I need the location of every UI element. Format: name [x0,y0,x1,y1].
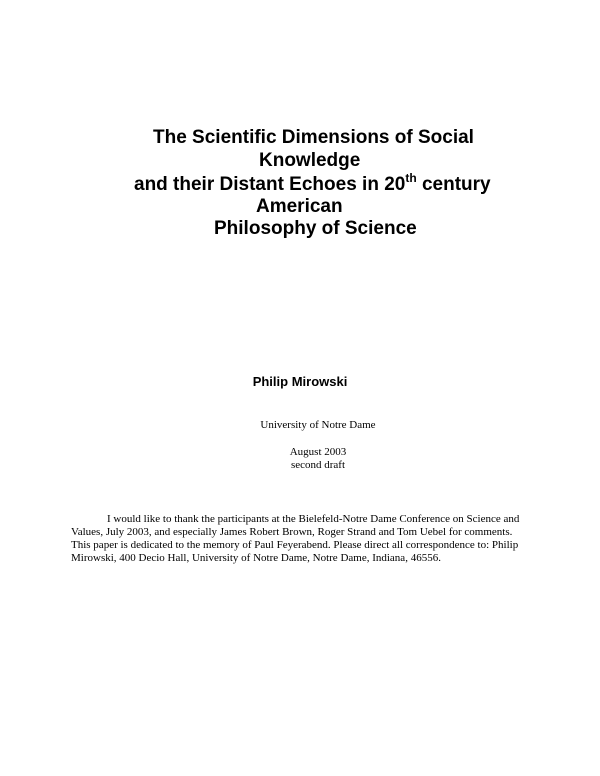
title-superscript: th [405,171,417,185]
affiliation: University of Notre Dame [260,419,376,431]
title-line-4: American [256,196,343,217]
title-line-3 [134,171,491,196]
title-line-3-end: century [416,174,491,195]
acknowledgement-paragraph: I would like to thank the participants at the Bielefeld-Notre Dame Conference on Science and Values, July 2003, and especially James Robert Brown, Roger Strand and Tom Uebel for comments. This paper is dedicated to the memory of Paul Feyerabend. Please direct all correspondence to: Philip Mirowski, 400 Decio Hall, University of Notre Dame, Notre Dame, Indiana, 46556. [71,513,520,564]
draft-label: second draft [290,459,346,471]
author-name: Philip Mirowski [252,374,348,389]
title-line-1: The Scientific Dimensions of Social [153,127,474,148]
title-line-2: Knowledge [259,150,361,171]
date: August 2003 [289,446,347,458]
title-line-5: Philosophy of Science [214,218,417,239]
title-line-3-main: and their Distant Echoes in 20 [134,174,406,195]
